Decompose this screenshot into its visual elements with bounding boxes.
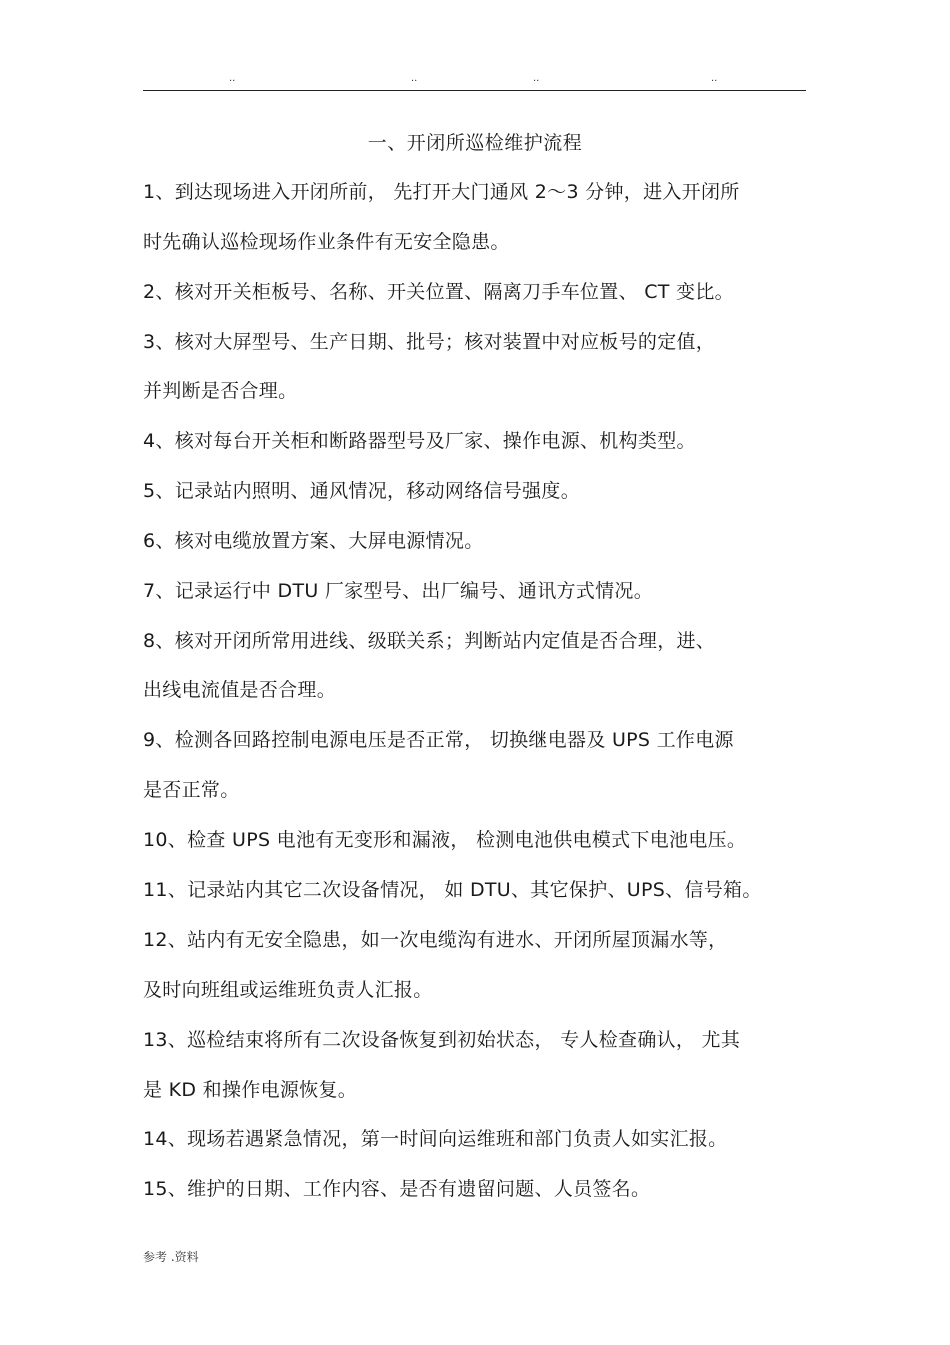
body-line: 10、检查 UPS 电池有无变形和漏液， 检测电池供电模式下电池电压。: [143, 829, 747, 851]
body-line: 5、记录站内照明、通风情况，移动网络信号强度。: [143, 480, 580, 502]
page-footer: 参考 .资料: [143, 1250, 199, 1264]
body-line: 15、维护的日期、工作内容、是否有遗留问题、人员签名。: [143, 1178, 651, 1200]
header-dot-4: ..: [711, 73, 718, 84]
body-line: 11、记录站内其它二次设备情况， 如 DTU、其它保护、UPS、信号箱。: [143, 879, 762, 901]
body-line: 4、核对每台开关柜和断路器型号及厂家、操作电源、机构类型。: [143, 430, 696, 452]
header-rule: [143, 90, 806, 91]
body-line: 3、核对大屏型号、生产日期、批号；核对装置中对应板号的定值，: [143, 331, 716, 353]
header-dot-1: ..: [229, 73, 236, 84]
body-line: 12、站内有无安全隐患，如一次电缆沟有进水、开闭所屋顶漏水等，: [143, 929, 728, 951]
body-line: 1、到达现场进入开闭所前， 先打开大门通风 2～3 分钟，进入开闭所: [143, 181, 740, 203]
page-header-dots: [0, 72, 950, 86]
body-line: 出线电流值是否合理。: [143, 679, 337, 701]
body-line: 13、巡检结束将所有二次设备恢复到初始状态， 专人检查确认， 尤其: [143, 1029, 741, 1051]
body-line: 是 KD 和操作电源恢复。: [143, 1079, 358, 1101]
body-line: 并判断是否合理。: [143, 380, 298, 402]
body-line: 9、检测各回路控制电源电压是否正常， 切换继电器及 UPS 工作电源: [143, 729, 734, 751]
header-dot-2: ..: [411, 73, 418, 84]
body-line: 8、核对开闭所常用进线、级联关系；判断站内定值是否合理，进、: [143, 630, 716, 652]
body-line: 2、核对开关柜板号、名称、开关位置、隔离刀手车位置、 CT 变比。: [143, 281, 734, 303]
document-title: 一、开闭所巡检维护流程: [367, 132, 583, 154]
body-line: 及时向班组或运维班负责人汇报。: [143, 979, 433, 1001]
body-line: 6、核对电缆放置方案、大屏电源情况。: [143, 530, 484, 552]
body-line: 是否正常。: [143, 779, 240, 801]
body-line: 7、记录运行中 DTU 厂家型号、出厂编号、通讯方式情况。: [143, 580, 654, 602]
header-dot-3: ..: [533, 73, 540, 84]
body-line: 14、现场若遇紧急情况，第一时间向运维班和部门负责人如实汇报。: [143, 1128, 728, 1150]
body-line: 时先确认巡检现场作业条件有无安全隐患。: [143, 231, 510, 253]
